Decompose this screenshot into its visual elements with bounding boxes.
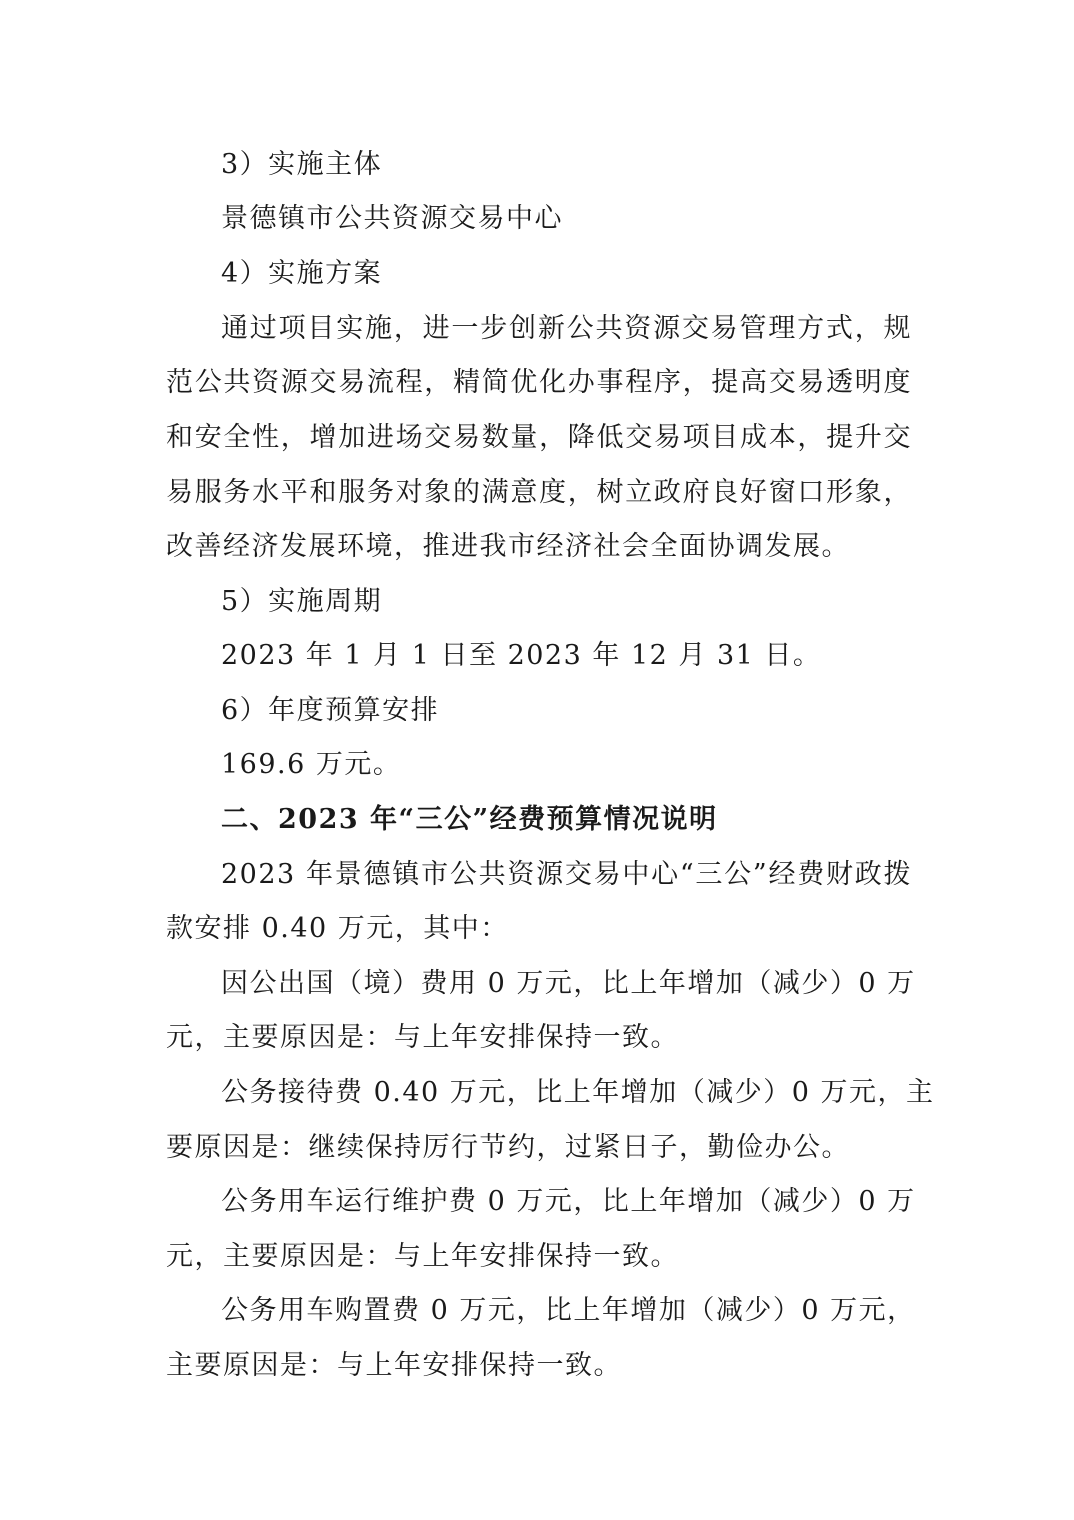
vehicle-purchase-paragraph-line: 主要原因是：与上年安排保持一致。 <box>166 1350 622 1381</box>
overseas-paragraph-line: 元，主要原因是：与上年安排保持一致。 <box>166 1022 679 1053</box>
vehicle-operation-paragraph-line: 元，主要原因是：与上年安排保持一致。 <box>166 1241 679 1272</box>
summary-paragraph-line: 2023 年景德镇市公共资源交易中心“三公”经费财政拨 <box>221 859 912 890</box>
plan-paragraph-line: 范公共资源交易流程，精简优化办事程序，提高交易透明度 <box>166 367 912 398</box>
plan-paragraph-line: 通过项目实施，进一步创新公共资源交易管理方式，规 <box>221 313 912 344</box>
subheading-budget: 6）年度预算安排 <box>221 695 440 726</box>
plan-paragraph-line: 和安全性，增加进场交易数量，降低交易项目成本，提升交 <box>166 422 912 453</box>
subheading-implementer: 3）实施主体 <box>221 149 383 180</box>
reception-paragraph-line: 公务接待费 0.40 万元，比上年增加（减少）0 万元，主 <box>221 1077 935 1108</box>
plan-paragraph-line: 易服务水平和服务对象的满意度，树立政府良好窗口形象， <box>166 477 912 508</box>
subheading-plan: 4）实施方案 <box>221 258 383 289</box>
implementer-text: 景德镇市公共资源交易中心 <box>221 203 563 234</box>
period-text: 2023 年 1 月 1 日至 2023 年 12 月 31 日。 <box>221 640 822 671</box>
overseas-paragraph-line: 因公出国（境）费用 0 万元，比上年增加（减少）0 万 <box>221 968 916 999</box>
vehicle-operation-paragraph-line: 公务用车运行维护费 0 万元，比上年增加（减少）0 万 <box>221 1186 916 1217</box>
section-heading: 二、2023 年“三公”经费预算情况说明 <box>221 804 718 835</box>
plan-paragraph-line: 改善经济发展环境，推进我市经济社会全面协调发展。 <box>166 531 850 562</box>
budget-amount: 169.6 万元。 <box>221 749 402 780</box>
subheading-period: 5）实施周期 <box>221 586 383 617</box>
reception-paragraph-line: 要原因是：继续保持厉行节约，过紧日子，勤俭办公。 <box>166 1132 850 1163</box>
vehicle-purchase-paragraph-line: 公务用车购置费 0 万元，比上年增加（减少）0 万元， <box>221 1295 916 1326</box>
summary-paragraph-line: 款安排 0.40 万元，其中： <box>166 913 509 944</box>
